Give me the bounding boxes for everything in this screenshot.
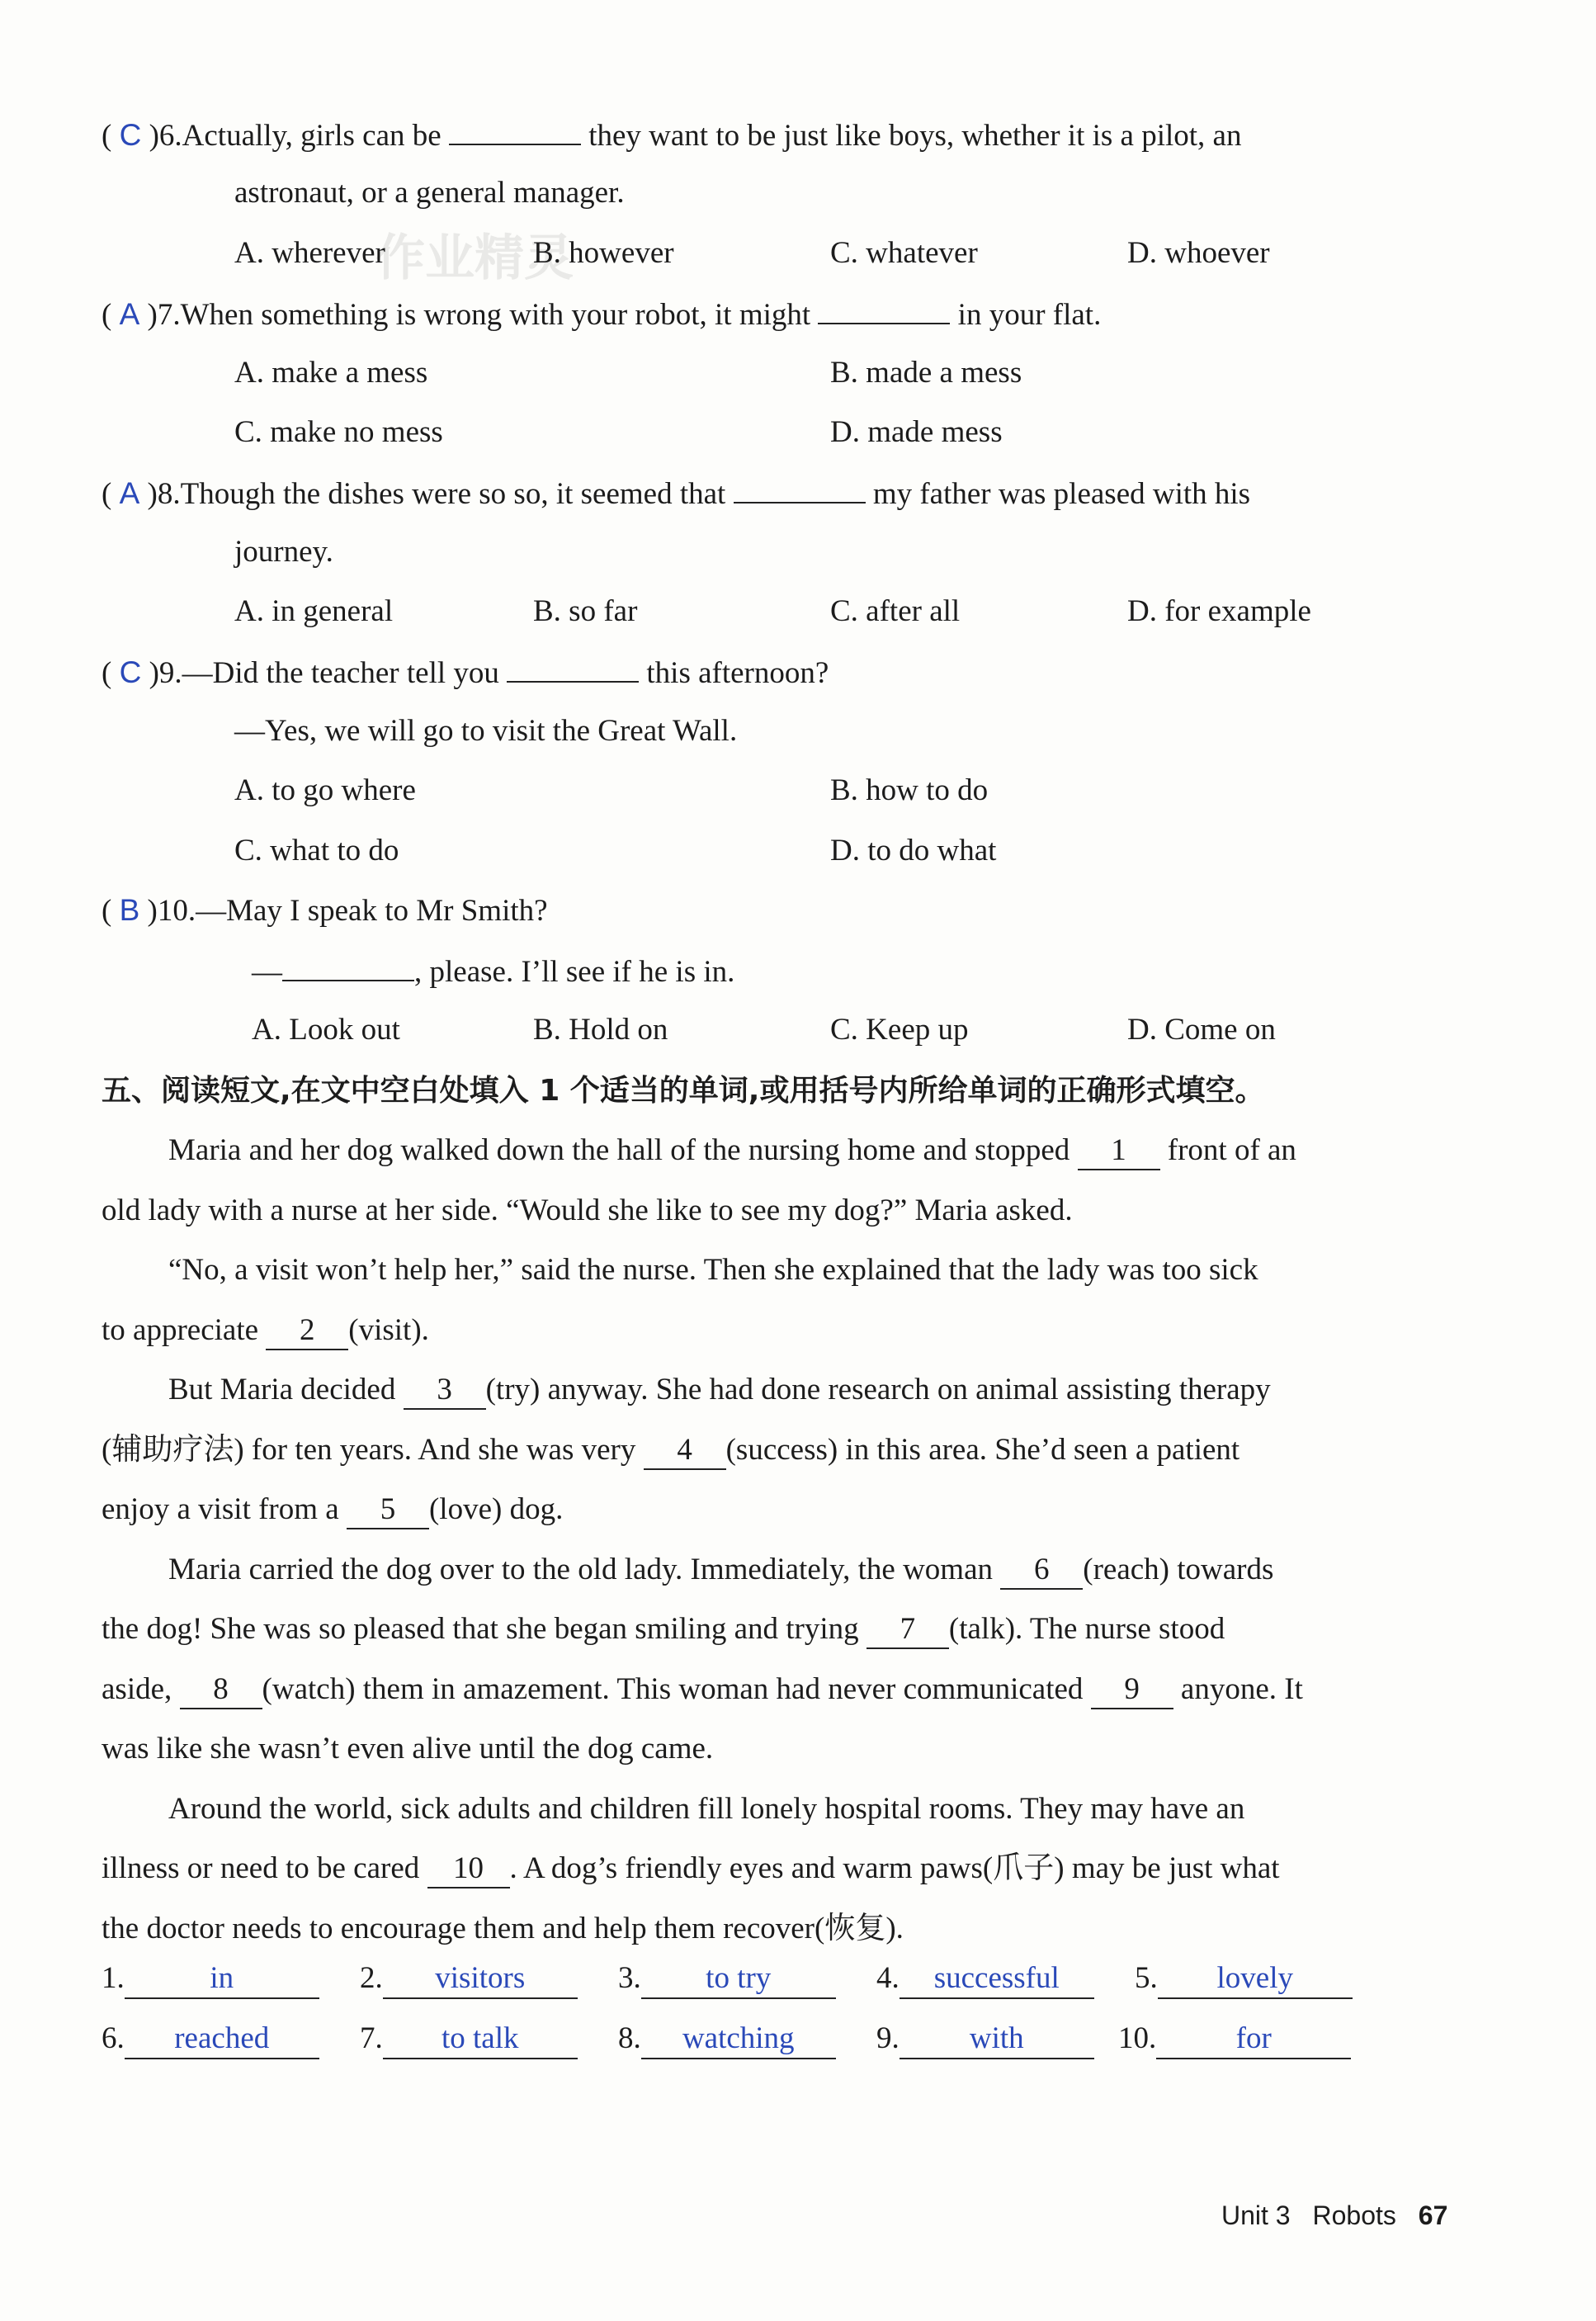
- blank-number: 9: [1091, 1671, 1173, 1709]
- passage-line: enjoy a visit from a 5 (love) dog.: [102, 1491, 563, 1529]
- blank: [507, 653, 639, 683]
- answer-letter: A: [119, 297, 140, 331]
- passage-line: But Maria decided 3 (try) anyway. She had done research on animal assisting therapy: [168, 1372, 1271, 1410]
- passage-line: aside, 8 (watch) them in amazement. This woman had never communicated 9 anyone. It: [102, 1671, 1303, 1709]
- answer-field[interactable]: with: [900, 2023, 1094, 2059]
- option: D. to do what: [830, 834, 997, 867]
- question-7: ( A )7.When something is wrong with your robot, it might in your flat.: [102, 295, 1101, 333]
- passage-line: Maria and her dog walked down the hall of the nursing home and stopped 1 front of an: [168, 1132, 1296, 1170]
- blank-number: 1: [1078, 1132, 1160, 1170]
- blank-number: 10: [427, 1851, 510, 1888]
- answer-letter: C: [119, 655, 142, 689]
- question-8-cont: journey.: [234, 535, 333, 569]
- question-6: ( C )6.Actually, girls can be they want to be just like boys, whether it is a pilot, an: [102, 116, 1241, 154]
- blank-number: 7: [866, 1611, 949, 1649]
- blank-number: 2: [266, 1312, 348, 1350]
- answer-row: 6. reached 7. to talk 8. watching 9. with 10. for: [102, 2021, 1351, 2059]
- answer-field[interactable]: in: [125, 1963, 319, 1999]
- option: A. wherever: [234, 236, 385, 270]
- option: C. whatever: [830, 236, 978, 270]
- passage-line: “No, a visit won’t help her,” said the nurse. Then she explained that the lady was too sick: [168, 1253, 1258, 1287]
- blank: [734, 474, 866, 503]
- option: A. in general: [234, 594, 394, 628]
- blank: [818, 295, 950, 324]
- answer-letter: B: [119, 893, 140, 927]
- option: B. however: [533, 236, 674, 270]
- question-10-reply: — , please. I’ll see if he is in.: [252, 952, 734, 990]
- passage-line: was like she wasn’t even alive until the dog came.: [102, 1732, 714, 1766]
- option: D. whoever: [1127, 236, 1270, 270]
- option: C. after all: [830, 594, 961, 628]
- answer-field[interactable]: reached: [125, 2023, 319, 2059]
- page-footer: [1221, 2200, 1447, 2231]
- blank-number: 8: [180, 1671, 262, 1709]
- option: C. make no mess: [234, 415, 443, 449]
- answer-field[interactable]: visitors: [383, 1963, 578, 1999]
- blank-number: 5: [347, 1491, 429, 1529]
- option: A. Look out: [252, 1013, 400, 1047]
- blank-number: 3: [404, 1372, 486, 1410]
- option: B. made a mess: [830, 356, 1022, 390]
- page-number: 67: [1418, 2200, 1448, 2230]
- answer-row: 1. in 2. visitors 3. to try 4. successful 5. lovely: [102, 1960, 1353, 1999]
- answer-field[interactable]: for: [1156, 2023, 1351, 2059]
- blank: [449, 116, 581, 145]
- watermark-text: 作业精灵: [375, 229, 574, 287]
- question-9: ( C )9.—Did the teacher tell you this afternoon?: [102, 653, 829, 692]
- option: A. to go where: [234, 773, 416, 807]
- passage-line: Around the world, sick adults and children fill lonely hospital rooms. They may have an: [168, 1792, 1245, 1826]
- passage-line: Maria carried the dog over to the old lady. Immediately, the woman 6 (reach) towards: [168, 1552, 1273, 1590]
- section-heading: 五、阅读短文,在文中空白处填入 1 个适当的单词,或用括号内所给单词的正确形式填空。: [102, 1074, 1265, 1108]
- answer-field[interactable]: successful: [900, 1963, 1094, 1999]
- question-9-reply: —Yes, we will go to visit the Great Wall.: [234, 714, 738, 748]
- question-8: ( A )8.Though the dishes were so so, it seemed that my father was pleased with his: [102, 474, 1250, 513]
- passage-line: old lady with a nurse at her side. “Would she like to see my dog?” Maria asked.: [102, 1194, 1073, 1227]
- answer-letter: A: [119, 476, 140, 510]
- option: A. make a mess: [234, 356, 428, 390]
- option: B. so far: [533, 594, 638, 628]
- question-10: ( B )10.—May I speak to Mr Smith?: [102, 893, 548, 928]
- unit-title: Robots: [1312, 2200, 1396, 2230]
- option: D. made mess: [830, 415, 1003, 449]
- blank-number: 6: [1000, 1552, 1083, 1590]
- option: C. Keep up: [830, 1013, 969, 1047]
- option: B. how to do: [830, 773, 989, 807]
- answer-field[interactable]: lovely: [1158, 1963, 1353, 1999]
- answer-field[interactable]: watching: [641, 2023, 836, 2059]
- option: B. Hold on: [533, 1013, 668, 1047]
- answer-field[interactable]: to talk: [383, 2023, 578, 2059]
- passage-line: to appreciate 2 (visit).: [102, 1312, 429, 1350]
- passage-line: the doctor needs to encourage them and help them recover(恢复).: [102, 1912, 904, 1945]
- passage-line: the dog! She was so pleased that she began smiling and trying 7 (talk). The nurse stood: [102, 1611, 1225, 1649]
- option: D. Come on: [1127, 1013, 1276, 1047]
- passage-line: illness or need to be cared 10 . A dog’s friendly eyes and warm paws(爪子) may be just what: [102, 1851, 1280, 1888]
- passage-line: (辅助疗法) for ten years. And she was very 4 (success) in this area. She’d seen a patient: [102, 1432, 1239, 1470]
- blank-number: 4: [644, 1432, 726, 1470]
- blank: [282, 952, 414, 981]
- answer-letter: C: [119, 118, 142, 152]
- answer-field[interactable]: to try: [641, 1963, 836, 1999]
- option: C. what to do: [234, 834, 399, 867]
- unit-label: Unit 3: [1221, 2200, 1291, 2230]
- option: D. for example: [1127, 594, 1311, 628]
- question-6-cont: astronaut, or a general manager.: [234, 176, 625, 210]
